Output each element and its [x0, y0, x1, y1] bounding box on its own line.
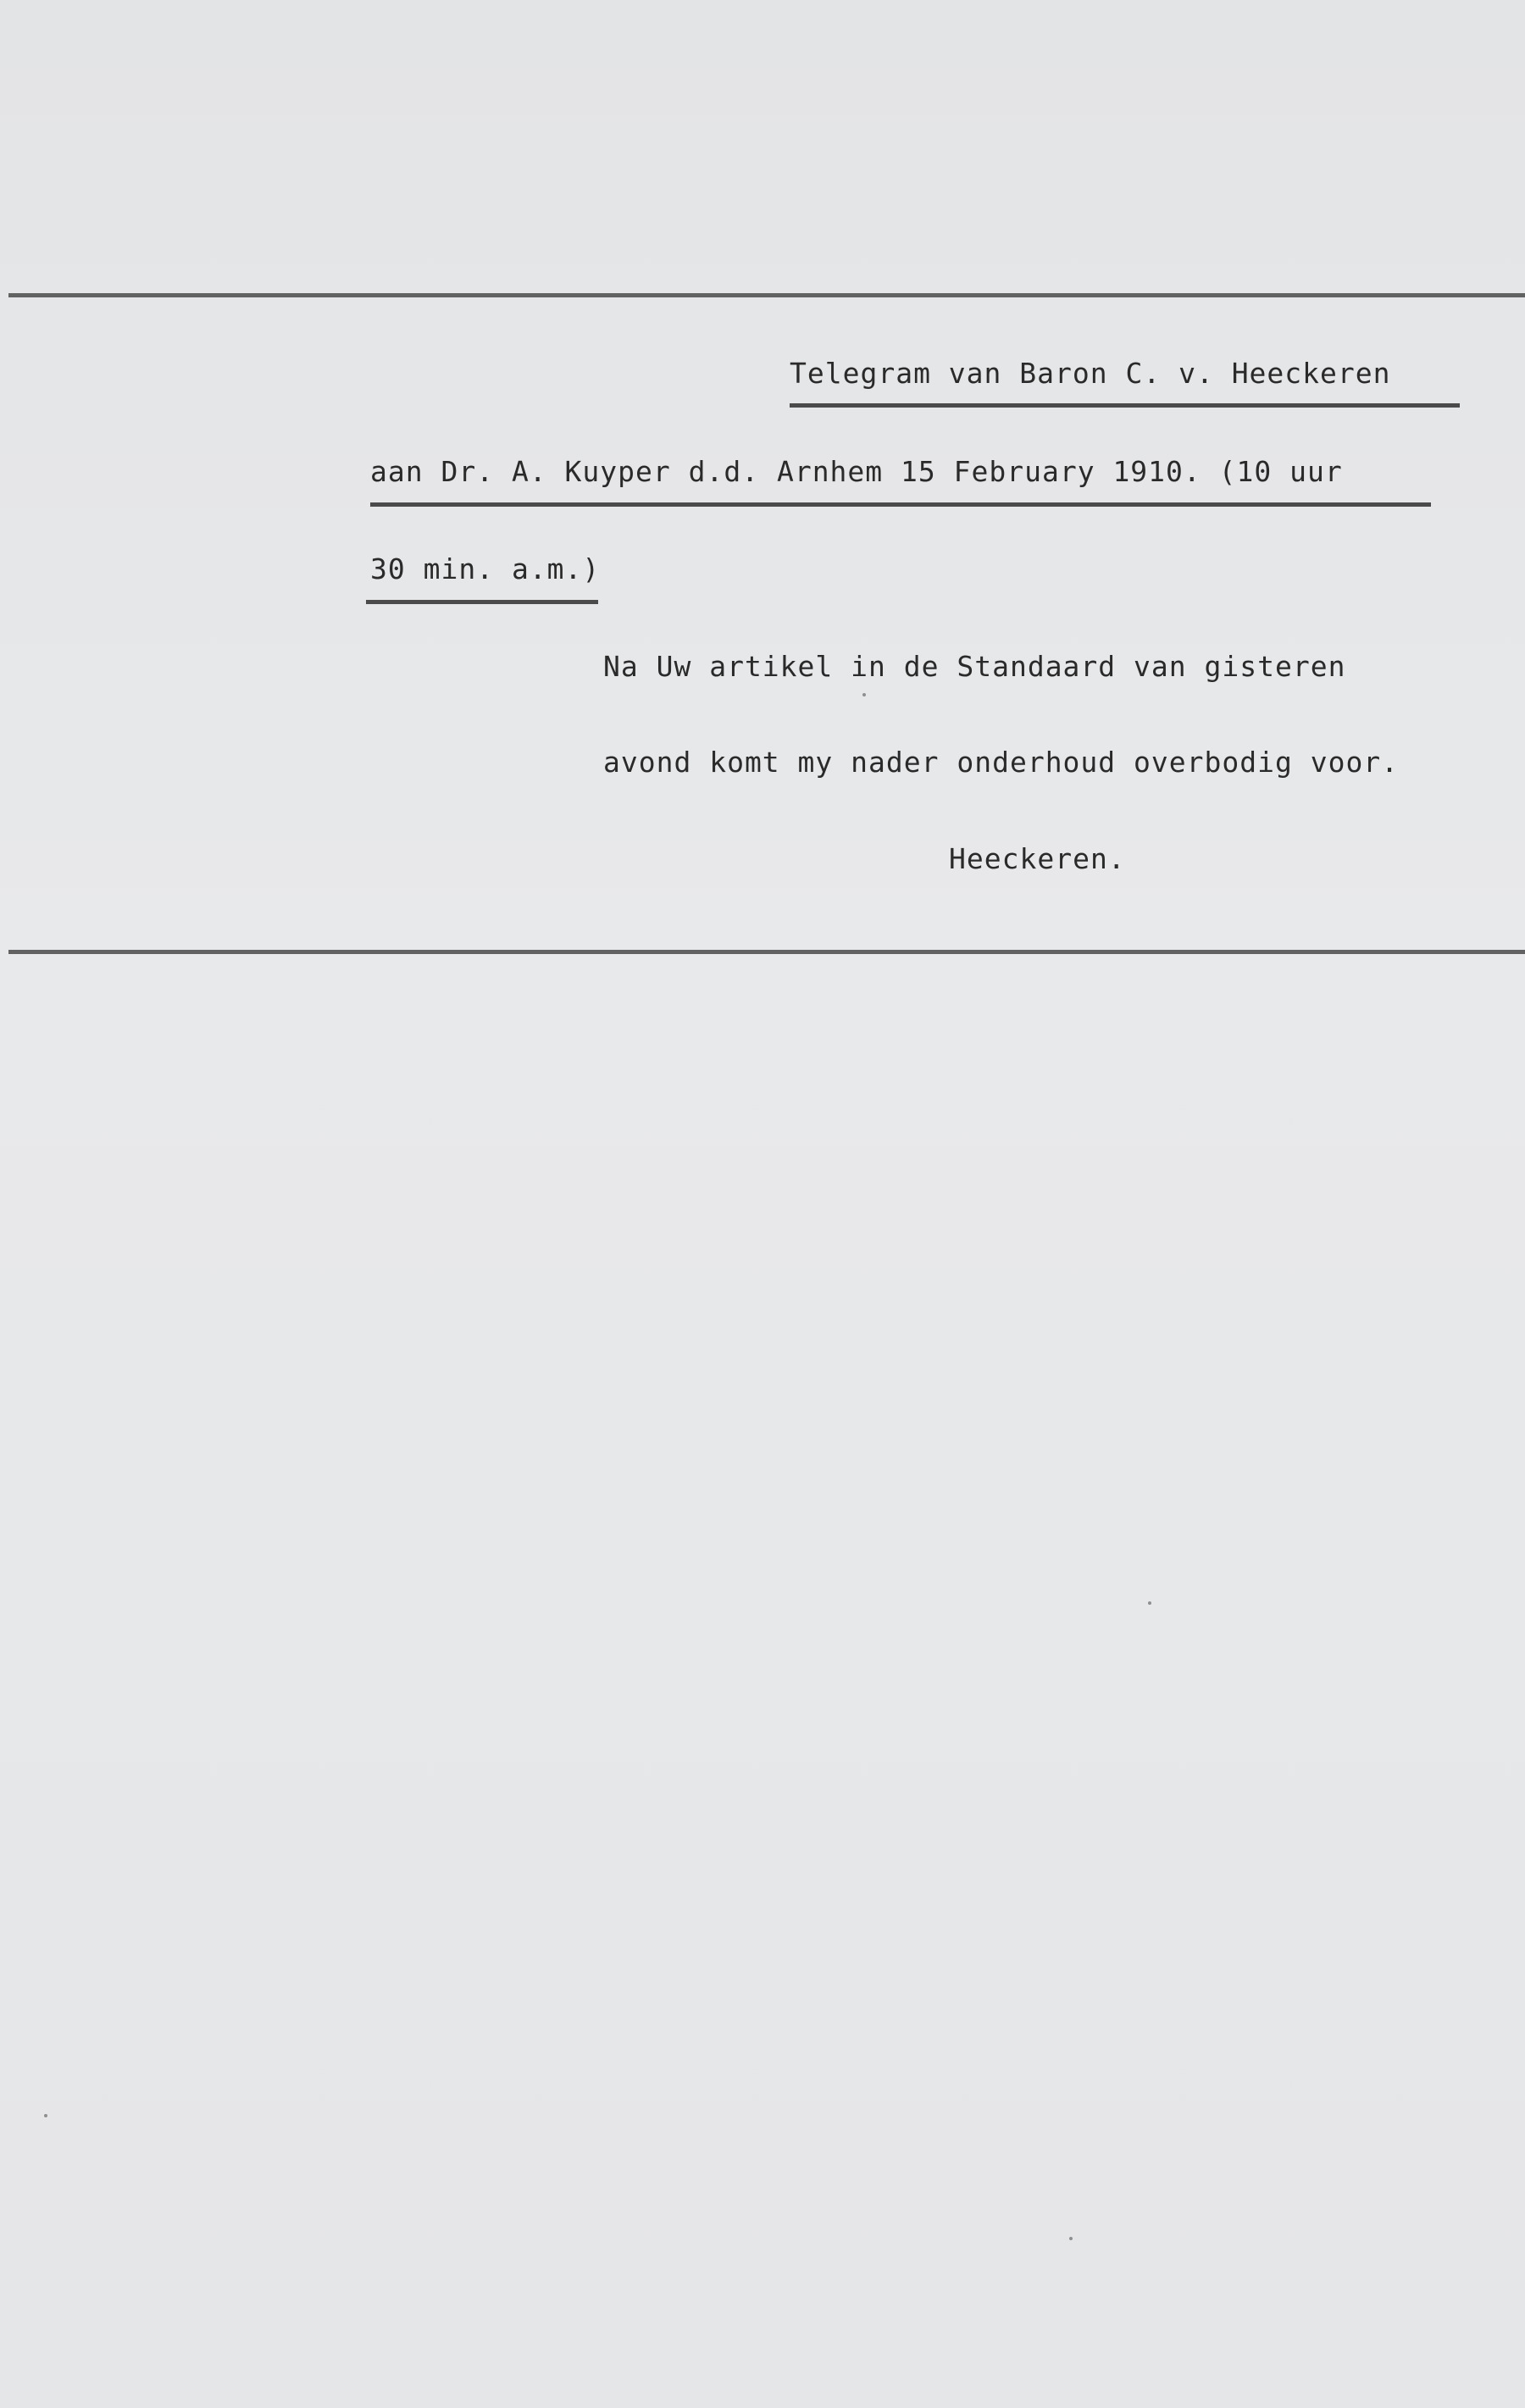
bottom-horizontal-rule — [8, 950, 1525, 954]
signature: Heeckeren. — [949, 842, 1126, 875]
paper-speck — [44, 2114, 47, 2117]
heading-line-1-underline — [790, 403, 1460, 408]
heading-line-3: 30 min. a.m.) — [370, 552, 601, 585]
heading-line-3-underline — [366, 600, 598, 604]
paper-speck — [1148, 1601, 1151, 1605]
top-horizontal-rule — [8, 293, 1525, 297]
telegram-body-line-1: Na Uw artikel in de Standaard van gisteren — [603, 650, 1346, 683]
paper-speck — [1069, 2237, 1073, 2240]
heading-line-2-underline — [370, 502, 1431, 507]
telegram-body-line-2: avond komt my nader onderhoud overbodig voor. — [603, 746, 1400, 779]
heading-line-1: Telegram van Baron C. v. Heeckeren — [790, 357, 1391, 390]
heading-line-2: aan Dr. A. Kuyper d.d. Arnhem 15 February 1910. (10 uur — [370, 455, 1343, 488]
paper-speck — [862, 693, 866, 696]
